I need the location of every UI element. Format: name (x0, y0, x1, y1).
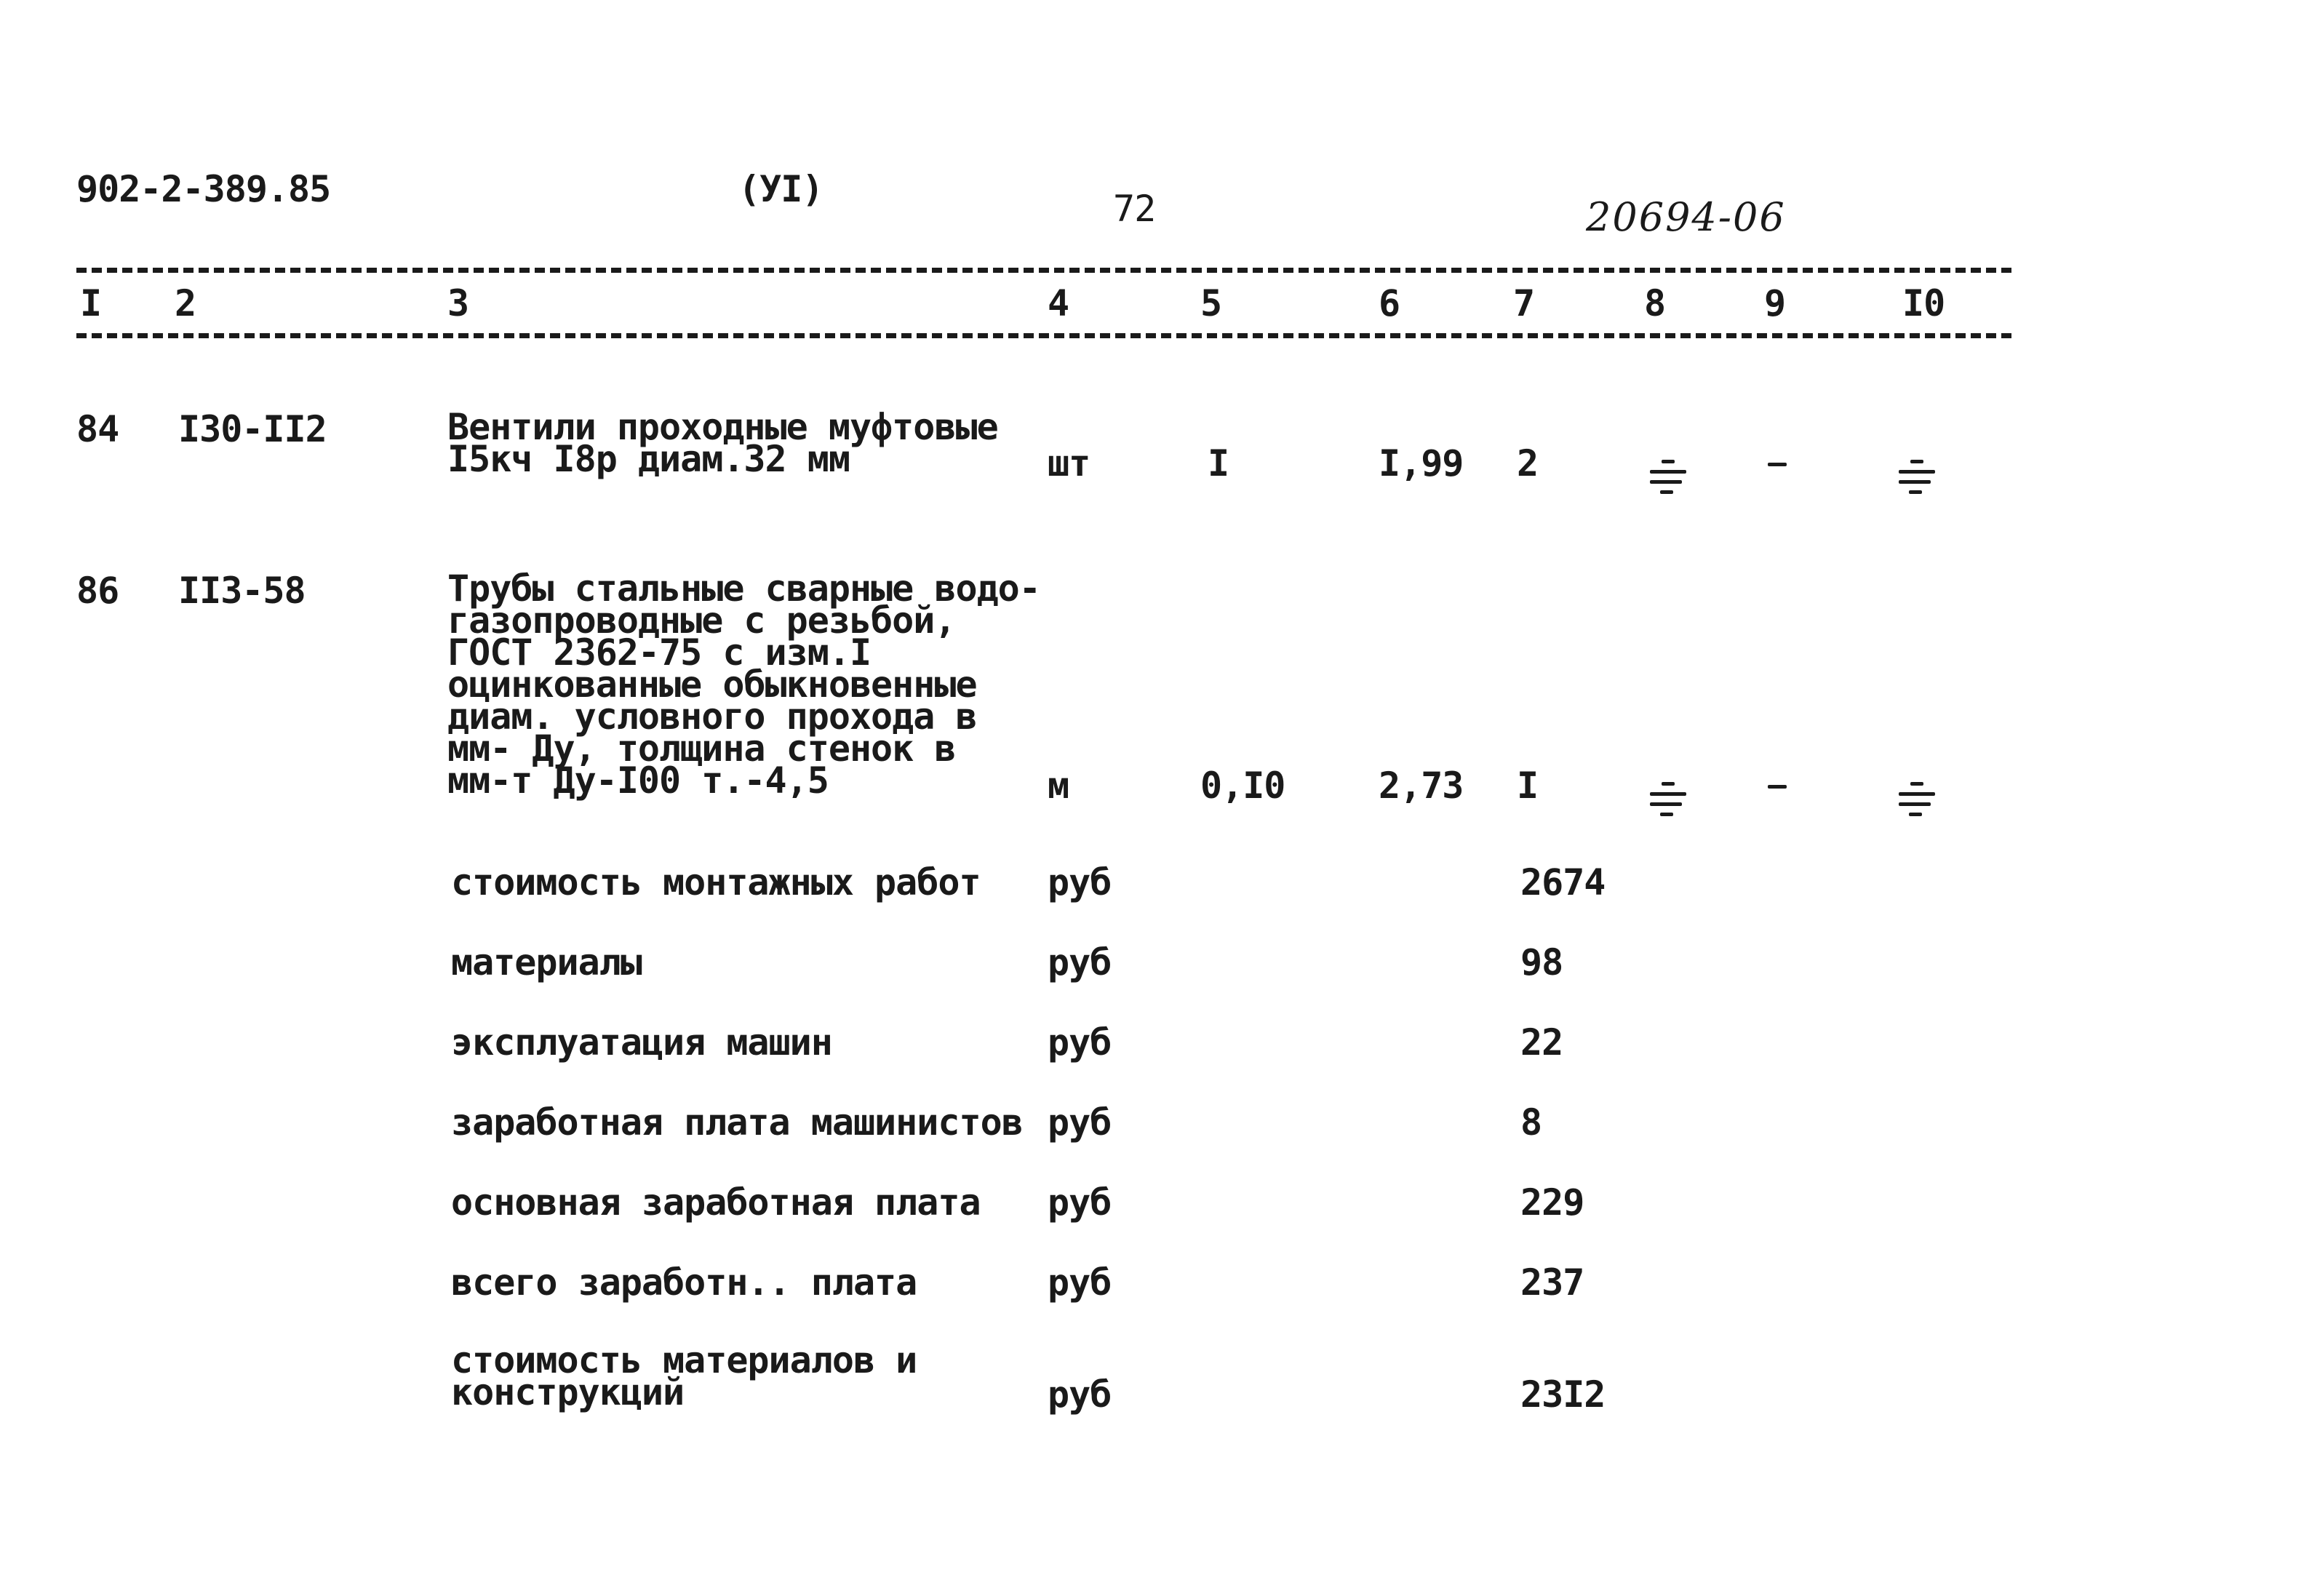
summary-label: заработная плата машинистов (451, 1101, 1023, 1144)
column-header-7: 7 (1513, 282, 1535, 324)
row-total: I (1517, 765, 1539, 807)
summary-value: 22 (1520, 1021, 1563, 1064)
handwritten-number: 20694-06 (1586, 194, 1786, 240)
row-code: II3-58 (178, 570, 306, 612)
row-number: 84 (76, 408, 119, 450)
column-header-3: 3 (447, 282, 469, 324)
summary-unit: руб (1048, 1021, 1112, 1064)
row-quantity: I (1208, 442, 1229, 484)
column-header-5: 5 (1200, 282, 1222, 324)
summary-unit: руб (1048, 861, 1112, 903)
row-total: 2 (1517, 442, 1539, 484)
header-top-rule (76, 268, 2011, 273)
column-header-2: 2 (175, 282, 196, 324)
summary-value: 237 (1520, 1261, 1584, 1304)
row-unit: шт (1048, 442, 1090, 484)
row-unit: м (1048, 765, 1069, 807)
column-header-1: I (80, 282, 102, 324)
row-price: I,99 (1379, 442, 1464, 484)
row-description: Трубы стальные сварные водо- газопроводные с резьбой, ГОСТ 2362-75 с изм.I оцинкованные обыкновенные диам. условного прохода в мм- Ду, толщина стенок в мм-т Ду-I00 т.-4,5 (447, 567, 1040, 802)
ditto-mark-col8 (1650, 460, 1686, 503)
summary-value: 2674 (1520, 861, 1606, 903)
summary-label: всего заработн.. плата (451, 1261, 917, 1304)
summary-label: стоимость материалов и конструкций (451, 1339, 917, 1413)
summary-label: материалы (451, 941, 642, 983)
dash-mark-col9 (1768, 463, 1790, 506)
row-code: I30-II2 (178, 408, 327, 450)
ditto-mark-col10 (1899, 782, 1935, 826)
header-bottom-rule (76, 333, 2011, 338)
column-header-9: 9 (1764, 282, 1786, 324)
summary-label: эксплуатация машин (451, 1021, 832, 1064)
row-description: Вентили проходные муфтовые I5кч I8р диам.32 мм (447, 406, 998, 480)
summary-unit: руб (1048, 1373, 1112, 1416)
row-number: 86 (76, 570, 119, 612)
summary-value: 8 (1520, 1101, 1542, 1144)
summary-unit: руб (1048, 1101, 1112, 1144)
summary-unit: руб (1048, 941, 1112, 983)
dash-mark-col9 (1768, 785, 1790, 829)
column-header-8: 8 (1644, 282, 1666, 324)
summary-label: основная заработная плата (451, 1181, 981, 1224)
summary-value: 98 (1520, 941, 1563, 983)
summary-value: 23I2 (1520, 1373, 1606, 1416)
summary-label: стоимость монтажных работ (451, 861, 981, 903)
summary-value: 229 (1520, 1181, 1584, 1224)
ditto-mark-col8 (1650, 782, 1686, 826)
column-header-4: 4 (1048, 282, 1069, 324)
row-price: 2,73 (1379, 765, 1464, 807)
document-code: 902-2-389.85 (76, 168, 331, 210)
summary-unit: руб (1048, 1181, 1112, 1224)
summary-unit: руб (1048, 1261, 1112, 1304)
section-label: (УI) (738, 168, 824, 210)
ditto-mark-col10 (1899, 460, 1935, 503)
column-header-6: 6 (1379, 282, 1400, 324)
column-header-10: I0 (1902, 282, 1945, 324)
row-quantity: 0,I0 (1200, 765, 1285, 807)
page-number: 72 (1113, 188, 1156, 230)
